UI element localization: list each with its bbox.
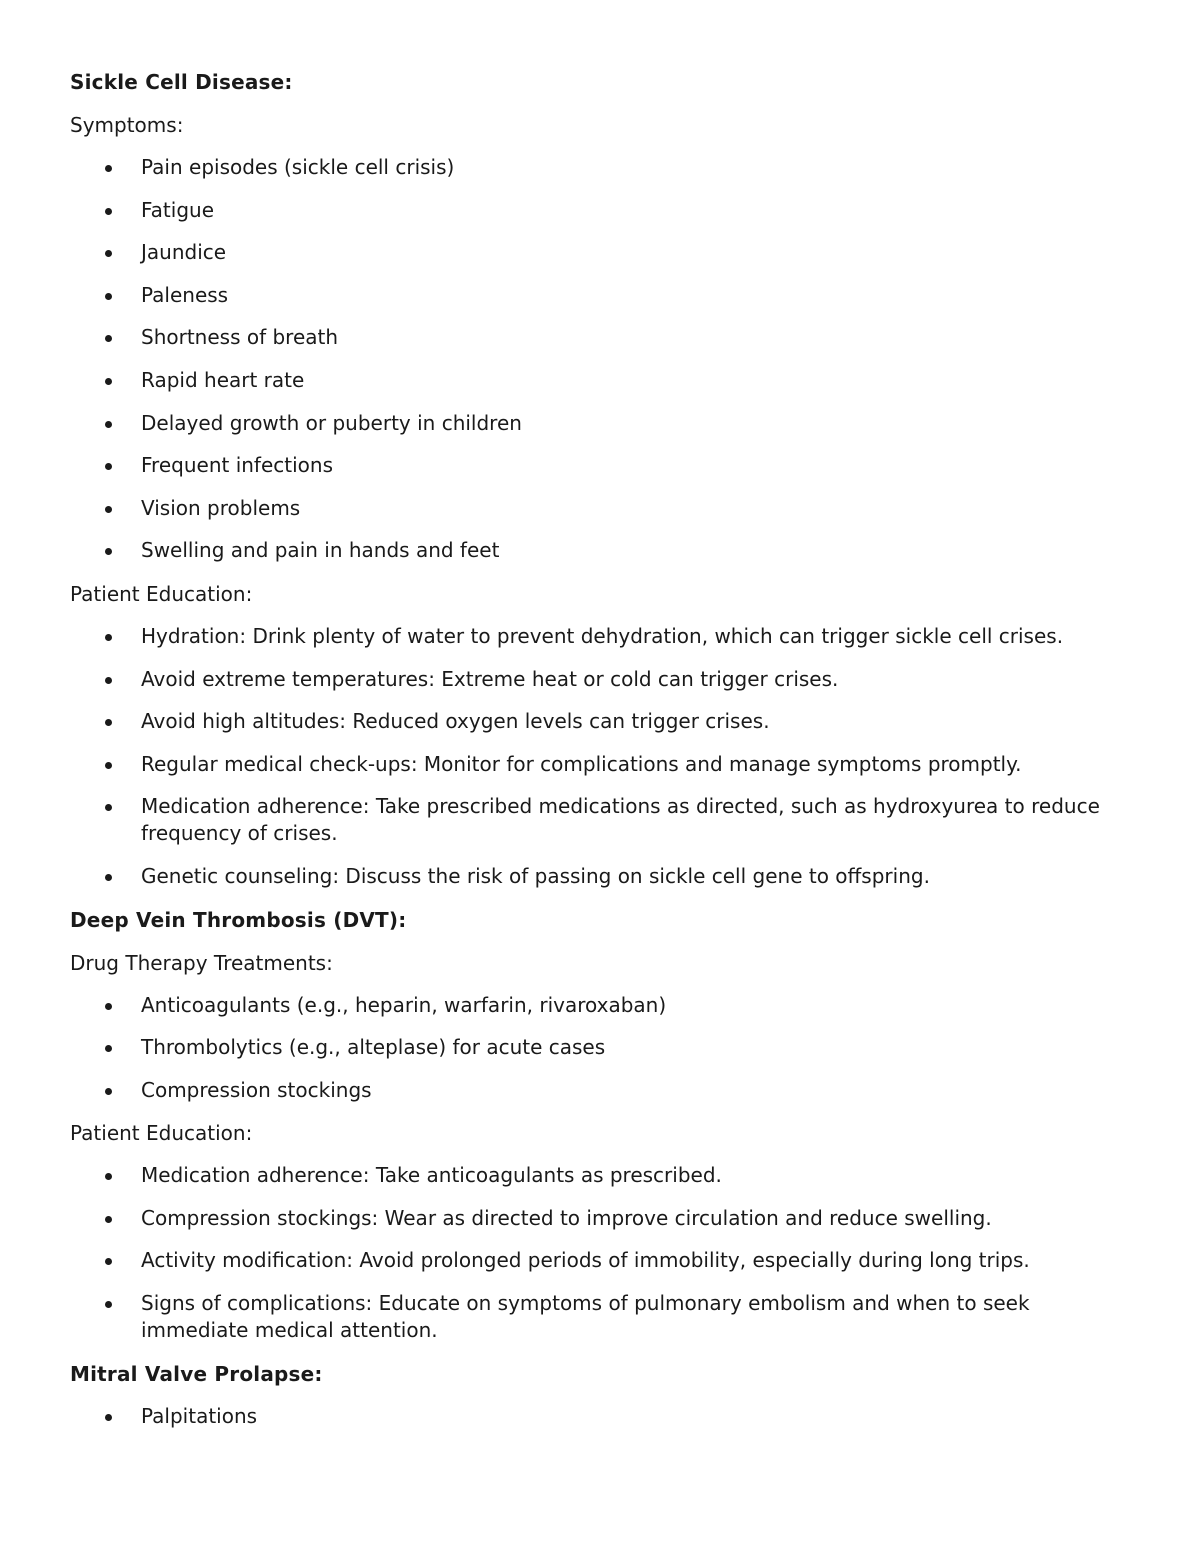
list-item: Thrombolytics (e.g., alteplase) for acute cases <box>70 1034 1130 1061</box>
list-item: Delayed growth or puberty in children <box>70 410 1130 437</box>
bullet-icon <box>105 506 112 513</box>
list-item: Hydration: Drink plenty of water to prevent dehydration, which can trigger sickle cell crises. <box>70 623 1130 650</box>
bullet-icon <box>105 208 112 215</box>
list-item: Medication adherence: Take anticoagulants as prescribed. <box>70 1162 1130 1189</box>
bullet-icon <box>105 1216 112 1223</box>
list-item: Palpitations <box>70 1403 1130 1430</box>
section-heading: Sickle Cell Disease: <box>70 70 293 94</box>
bullet-icon <box>105 293 112 300</box>
bullet-icon <box>105 1003 112 1010</box>
list-item: Regular medical check-ups: Monitor for complications and manage symptoms promptly. <box>70 751 1130 778</box>
bullet-icon <box>105 165 112 172</box>
group-label-patient-education: Patient Education: <box>70 1121 253 1146</box>
symptoms-list <box>70 154 1130 564</box>
section-heading: Mitral Valve Prolapse: <box>70 1361 323 1386</box>
list-item: Frequent infections <box>70 452 1130 479</box>
list-item: Shortness of breath <box>70 324 1130 351</box>
bullet-icon <box>105 1045 112 1052</box>
bullet-icon <box>105 634 112 641</box>
group-label-drug-therapy: Drug Therapy Treatments: <box>70 950 333 975</box>
bullet-icon <box>105 1088 112 1095</box>
bullet-icon <box>105 1301 112 1308</box>
group-label-patient-education: Patient Education: <box>70 581 253 606</box>
section-mitral-valve-prolapse <box>70 1360 1130 1430</box>
list-item: Compression stockings: Wear as directed to improve circulation and reduce swelling. <box>70 1205 1130 1232</box>
list-item: Avoid high altitudes: Reduced oxygen levels can trigger crises. <box>70 708 1130 735</box>
drug-therapy-list <box>70 992 1130 1104</box>
list-item: Activity modification: Avoid prolonged periods of immobility, especially during long trips. <box>70 1247 1130 1274</box>
bullet-icon <box>105 874 112 881</box>
bullet-icon <box>105 378 112 385</box>
bullet-icon <box>105 548 112 555</box>
list-item: Fatigue <box>70 197 1130 224</box>
list-item: Pain episodes (sickle cell crisis) <box>70 154 1130 181</box>
list-item: Paleness <box>70 282 1130 309</box>
bullet-icon <box>105 421 112 428</box>
list-item: Anticoagulants (e.g., heparin, warfarin, rivaroxaban) <box>70 992 1130 1019</box>
bullet-icon <box>105 250 112 257</box>
patient-education-list <box>70 623 1130 890</box>
bullet-icon <box>105 762 112 769</box>
list-item: Signs of complications: Educate on symptoms of pulmonary embolism and when to seek immediate medical attention. <box>70 1290 1130 1344</box>
list-item: Compression stockings <box>70 1077 1130 1104</box>
group-label-symptoms: Symptoms: <box>70 113 184 137</box>
list-item: Medication adherence: Take prescribed medications as directed, such as hydroxyurea to reduce frequency of crises. <box>70 793 1130 847</box>
bullet-icon <box>105 677 112 684</box>
list-item: Rapid heart rate <box>70 367 1130 394</box>
section-dvt <box>70 906 1130 1345</box>
bullet-icon <box>105 1173 112 1180</box>
bullet-icon <box>105 335 112 342</box>
section-heading: Deep Vein Thrombosis (DVT): <box>70 907 407 932</box>
section-sickle-cell <box>70 68 1130 890</box>
patient-education-list <box>70 1162 1130 1344</box>
bullet-icon <box>105 719 112 726</box>
bullet-icon <box>105 463 112 470</box>
list-item: Genetic counseling: Discuss the risk of passing on sickle cell gene to offspring. <box>70 863 1130 890</box>
bullet-icon <box>105 804 112 811</box>
list-item: Vision problems <box>70 495 1130 522</box>
list-item: Avoid extreme temperatures: Extreme heat or cold can trigger crises. <box>70 666 1130 693</box>
document-page <box>70 68 1130 1445</box>
list-item: Swelling and pain in hands and feet <box>70 537 1130 564</box>
bullet-icon <box>105 1414 112 1421</box>
list-item: Jaundice <box>70 239 1130 266</box>
mvp-list <box>70 1403 1130 1430</box>
bullet-icon <box>105 1258 112 1265</box>
